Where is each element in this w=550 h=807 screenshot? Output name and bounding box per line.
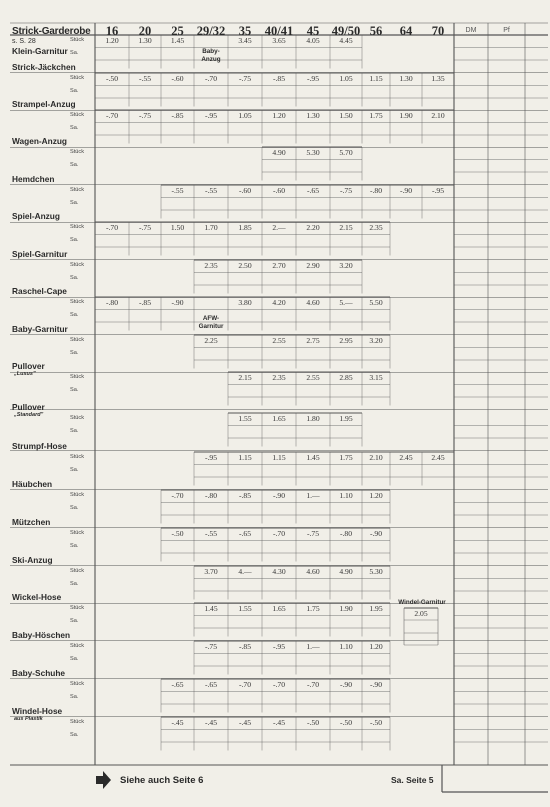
item-name: Raschel-Cape	[12, 286, 67, 296]
qty-label: Stück	[70, 568, 84, 574]
price-cell: -.80	[105, 297, 119, 307]
size-header: 20	[138, 24, 152, 38]
price-cell: 4.60	[306, 297, 320, 307]
price-cell: 1.55	[238, 603, 252, 613]
price-cell: 2.45	[431, 452, 445, 462]
qty-label: Stück	[70, 75, 84, 81]
qty-label: Stück	[70, 374, 84, 380]
sum-label: Sa.	[70, 656, 79, 662]
price-cell: 5.30	[369, 566, 383, 576]
qty-label: Stück	[70, 643, 84, 649]
sum-label: Sa.	[70, 581, 79, 587]
price-cell: 2.90	[306, 260, 320, 270]
price-cell: -.85	[171, 110, 184, 120]
price-cell: 1.65	[272, 603, 286, 613]
price-cell: 5.50	[369, 297, 383, 307]
size-header: 49/50	[331, 24, 361, 38]
price-cell: -.75	[339, 185, 353, 195]
price-cell: -.80	[204, 490, 218, 500]
price-cell: 5.30	[306, 147, 320, 157]
windel-garnitur-note: Windel-Garnitur	[398, 599, 446, 606]
price-cell: -.50	[339, 717, 353, 727]
price-cell: 1.15	[272, 452, 286, 462]
price-cell: 1.20	[369, 490, 383, 500]
catalog-reference: s. S. 28	[12, 38, 36, 45]
price-cell: -.45	[238, 717, 252, 727]
price-cell: 3.15	[369, 372, 383, 382]
price-cell: -.50	[306, 717, 320, 727]
price-cell: 1.30	[138, 35, 152, 45]
price-cell: 1.30	[399, 73, 413, 83]
item-name: Baby-Schuhe	[12, 668, 66, 678]
item-name: Strick-Jäckchen	[12, 62, 76, 72]
item-name: Hemdchen	[12, 174, 55, 184]
item-name: Strampel-Anzug	[12, 99, 76, 109]
price-cell: 1.10	[339, 641, 353, 651]
price-cell: -.70	[306, 679, 320, 689]
item-name: Spiel-Garnitur	[12, 249, 68, 259]
price-cell: -.65	[204, 679, 218, 689]
price-cell: 2.55	[272, 335, 286, 345]
price-cell: -.90	[272, 490, 286, 500]
qty-label: Stück	[70, 492, 84, 498]
price-cell: 4.60	[306, 566, 320, 576]
price-cell: 5.70	[339, 147, 353, 157]
item-subtitle: „Standard"	[14, 412, 44, 418]
price-cell: 1.20	[369, 641, 383, 651]
baby-anzug-note: Baby- Anzug	[201, 48, 221, 63]
qty-label: Stück	[70, 299, 84, 305]
price-cell: -.70	[204, 73, 218, 83]
price-cell: 1.50	[170, 222, 185, 232]
size-header: 16	[105, 24, 119, 38]
sum-page-text: Sa. Seite 5	[391, 775, 434, 785]
price-cell: 1.15	[238, 452, 252, 462]
price-cell: 2.15	[339, 222, 353, 232]
price-cell: 2.10	[431, 110, 445, 120]
price-cell: -.90	[369, 528, 383, 538]
size-header: 25	[171, 24, 184, 38]
qty-label: Stück	[70, 415, 84, 421]
price-cell: 4.30	[272, 566, 286, 576]
item-name: Pullover	[12, 402, 45, 412]
price-cell: -.65	[171, 679, 184, 689]
item-name: Klein-Garnitur	[12, 46, 68, 56]
qty-label: Stück	[70, 605, 84, 611]
currency-header-pf: Pf	[503, 27, 510, 34]
price-cell: -.70	[272, 528, 286, 538]
price-cell: -.60	[272, 185, 286, 195]
price-cell: 1.90	[339, 603, 353, 613]
price-cell: -.85	[238, 490, 252, 500]
see-also-text: Siehe auch Seite 6	[120, 775, 204, 786]
item-name: Baby-Höschen	[12, 630, 71, 640]
sum-label: Sa.	[70, 732, 79, 738]
price-cell: 1.95	[339, 413, 353, 423]
price-cell: -.45	[272, 717, 286, 727]
sum-label: Sa.	[70, 428, 79, 434]
size-header: 45	[306, 24, 320, 38]
header-title: Strick-Garderobe	[12, 26, 91, 37]
price-cell: -.80	[369, 185, 383, 195]
qty-label: Stück	[70, 262, 84, 268]
price-cell: 1.80	[306, 413, 320, 423]
sum-label: Sa.	[70, 618, 79, 624]
price-cell: 1.15	[369, 73, 383, 83]
price-cell: 4.—	[238, 566, 252, 576]
price-cell: -.95	[306, 73, 320, 83]
price-cell: 3.65	[272, 35, 286, 45]
price-cell: 1.45	[306, 452, 320, 462]
arrow-right-icon	[96, 771, 112, 789]
price-cell: 5.—	[339, 297, 353, 307]
qty-label: Stück	[70, 530, 84, 536]
price-cell: -.95	[272, 641, 286, 651]
price-cell: -.55	[171, 185, 184, 195]
price-cell: 1.65	[272, 413, 286, 423]
sum-label: Sa.	[70, 200, 79, 206]
price-cell: 1.85	[238, 222, 252, 232]
price-cell: -.75	[306, 528, 320, 538]
qty-label: Stück	[70, 112, 84, 118]
price-cell: -.95	[431, 185, 445, 195]
price-cell: 2.35	[272, 372, 286, 382]
item-subtitle: aus Plastik	[14, 716, 43, 722]
sum-label: Sa.	[70, 543, 79, 549]
price-cell: 1.95	[369, 603, 383, 613]
price-cell: 4.20	[272, 297, 286, 307]
price-cell: -.65	[306, 185, 320, 195]
sum-label: Sa.	[70, 467, 79, 473]
size-header: 29/32	[196, 24, 226, 38]
price-cell: 1.20	[105, 35, 119, 45]
price-cell: 2.10	[369, 452, 383, 462]
size-header: 70	[431, 24, 445, 38]
price-cell: -.85	[238, 641, 252, 651]
price-cell: 2.85	[339, 372, 353, 382]
price-cell: -.70	[238, 679, 252, 689]
qty-label: Stück	[70, 681, 84, 687]
price-cell: -.50	[171, 528, 184, 538]
sum-label: Sa.	[70, 50, 79, 56]
price-cell: 1.55	[238, 413, 252, 423]
price-cell: -.90	[399, 185, 413, 195]
price-cell: 1.90	[399, 110, 413, 120]
price-cell: -.70	[105, 110, 119, 120]
price-cell: -.90	[369, 679, 383, 689]
sum-label: Sa.	[70, 694, 79, 700]
price-cell: 2.55	[306, 372, 320, 382]
sum-label: Sa.	[70, 350, 79, 356]
windel-garnitur-price: 2.05	[414, 609, 428, 618]
item-name: Mützchen	[12, 517, 51, 527]
price-cell: 2.50	[238, 260, 252, 270]
price-cell: 1.70	[204, 222, 218, 232]
item-name: Pullover	[12, 361, 45, 371]
price-cell: -.85	[138, 297, 152, 307]
item-name: Windel-Hose	[12, 706, 63, 716]
price-cell: 3.20	[339, 260, 353, 270]
price-cell: 1.20	[272, 110, 286, 120]
price-cell: 4.90	[339, 566, 353, 576]
item-name: Ski-Anzug	[12, 555, 53, 565]
size-header: 64	[399, 24, 413, 38]
qty-label: Stück	[70, 224, 84, 230]
price-cell: 1.35	[431, 73, 445, 83]
qty-label: Stück	[70, 337, 84, 343]
price-cell: 1.75	[339, 452, 353, 462]
price-cell: -.70	[105, 222, 119, 232]
price-cell: 2.25	[204, 335, 218, 345]
price-cell: -.75	[138, 222, 152, 232]
qty-label: Stück	[70, 719, 84, 725]
price-cell: 1.10	[339, 490, 353, 500]
price-cell: -.70	[272, 679, 286, 689]
price-cell: 2.70	[272, 260, 286, 270]
sum-label: Sa.	[70, 505, 79, 511]
price-cell: -.75	[238, 73, 252, 83]
price-cell: -.90	[339, 679, 353, 689]
price-cell: 2.75	[306, 335, 320, 345]
price-cell: -.95	[204, 110, 218, 120]
afw-garnitur-note: AFW- Garnitur	[198, 315, 224, 330]
price-cell: 1.50	[339, 110, 353, 120]
item-name: Spiel-Anzug	[12, 211, 60, 221]
price-cell: 2.20	[306, 222, 320, 232]
price-cell: 2.45	[399, 452, 413, 462]
price-cell: 1.75	[369, 110, 383, 120]
price-cell: 1.45	[204, 603, 218, 613]
size-header: 40/41	[264, 24, 294, 38]
qty-label: Stück	[70, 37, 84, 43]
price-cell: 1.05	[339, 73, 353, 83]
price-cell: 1.45	[170, 35, 185, 45]
price-cell: 4.05	[306, 35, 320, 45]
sum-label: Sa.	[70, 387, 79, 393]
price-cell: -.95	[204, 452, 218, 462]
price-cell: -.60	[238, 185, 252, 195]
price-cell: 1.30	[306, 110, 320, 120]
price-cell: 2.15	[238, 372, 252, 382]
sum-label: Sa.	[70, 237, 79, 243]
price-cell: -.50	[105, 73, 119, 83]
price-cell: -.45	[171, 717, 184, 727]
price-cell: 3.20	[369, 335, 383, 345]
price-cell: -.80	[339, 528, 353, 538]
size-header: 56	[369, 24, 383, 38]
price-cell: 4.90	[272, 147, 286, 157]
price-cell: -.55	[204, 185, 218, 195]
price-cell: 2.95	[339, 335, 353, 345]
price-cell: 3.70	[204, 566, 218, 576]
sum-label: Sa.	[70, 125, 79, 131]
price-cell: -.65	[238, 528, 252, 538]
item-name: Baby-Garnitur	[12, 324, 68, 334]
item-name: Wagen-Anzug	[12, 136, 67, 146]
price-cell: 1.75	[306, 603, 320, 613]
qty-label: Stück	[70, 187, 84, 193]
price-cell: 3.80	[238, 297, 252, 307]
price-cell: -.90	[171, 297, 184, 307]
price-cell: -.55	[204, 528, 218, 538]
item-name: Strumpf-Hose	[12, 441, 67, 451]
price-cell: -.75	[138, 110, 152, 120]
price-cell: 3.45	[238, 35, 252, 45]
sum-label: Sa.	[70, 88, 79, 94]
item-subtitle: „Luxus"	[14, 371, 36, 377]
sum-label: Sa.	[70, 162, 79, 168]
item-name: Häubchen	[12, 479, 53, 489]
price-cell: -.55	[138, 73, 152, 83]
price-cell: 2.—	[272, 222, 286, 232]
price-cell: -.70	[171, 490, 184, 500]
sum-label: Sa.	[70, 312, 79, 318]
item-name: Wickel-Hose	[12, 592, 62, 602]
price-cell: -.60	[171, 73, 184, 83]
sum-label: Sa.	[70, 275, 79, 281]
currency-header-dm: DM	[465, 27, 477, 34]
size-header: 35	[238, 24, 252, 38]
price-cell: -.45	[204, 717, 218, 727]
price-cell: 4.45	[339, 35, 353, 45]
price-cell: 2.35	[204, 260, 218, 270]
price-cell: 1.—	[306, 490, 320, 500]
price-cell: 1.05	[238, 110, 252, 120]
price-cell: -.85	[272, 73, 286, 83]
price-cell: 1.—	[306, 641, 320, 651]
qty-label: Stück	[70, 149, 84, 155]
price-cell: -.75	[204, 641, 218, 651]
price-cell: -.50	[369, 717, 383, 727]
qty-label: Stück	[70, 454, 84, 460]
price-cell: 2.35	[369, 222, 383, 232]
